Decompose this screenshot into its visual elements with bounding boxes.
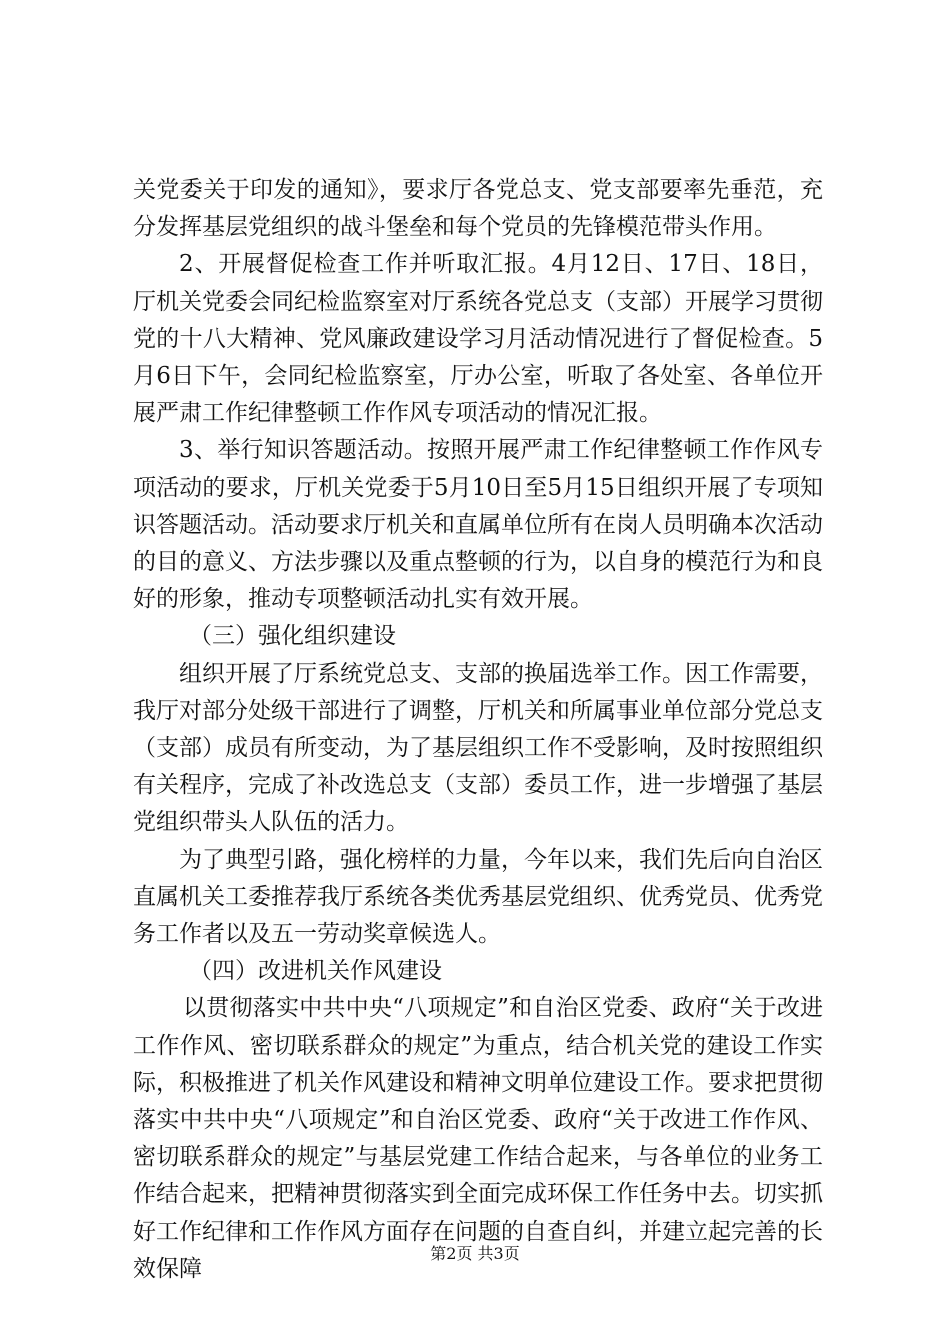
document-body bbox=[133, 172, 823, 1288]
section-heading-work-style: （四）改进机关作风建设 bbox=[189, 958, 442, 985]
page-number-footer: 第2页 共3页 bbox=[430, 1244, 520, 1263]
paragraph-continuation: 关党委关于印发的通知》，要求厅各党总支、党支部要率先垂范，充分发挥基层党组织的战斗堡垒和每个党员的先锋模范带头作用。 bbox=[133, 177, 823, 241]
paragraph-eight-rules: 以贯彻落实中共中央“八项规定”和自治区党委、政府“关于改进工作作风、密切联系群众的规定”为重点，结合机关党的建设工作实际，积极推进了机关作风建设和精神文明单位建设工作。要求把贯彻落实中共中央“八项规定”和自治区党委、政府“关于改进工作作风、密切联系群众的规定”与基层党建工作结合起来，与各单位的业务工作结合起来，把精神贯彻落实到全面完成环保工作任务中去。切实抓好工作纪律和工作作风方面存在问题的自查自纠，并建立起完善的长效保障 bbox=[133, 995, 823, 1282]
paragraph-inspection-report: 2、开展督促检查工作并听取汇报。4月12日、17日、18日，厅机关党委会同纪检监察室对厅系统各党总支（支部）开展学习贯彻党的十八大精神、党风廉政建设学习月活动情况进行了督促检查。5月6日下午，会同纪检监察室，厅办公室，听取了各处室、各单位开展严肃工作纪律整顿工作作风专项活动的情况汇报。 bbox=[133, 251, 823, 427]
section-heading-organization: （三）强化组织建设 bbox=[189, 623, 396, 650]
paragraph-election-work: 组织开展了厅系统党总支、支部的换届选举工作。因工作需要，我厅对部分处级干部进行了调整，厅机关和所属事业单位部分党总支（支部）成员有所变动，为了基层组织工作不受影响，及时按照组织有关程序，完成了补改选总支（支部）委员工作，进一步增强了基层党组织带头人队伍的活力。 bbox=[133, 660, 823, 836]
paragraph-knowledge-quiz: 3、举行知识答题活动。按照开展严肃工作纪律整顿工作作风专项活动的要求，厅机关党委于5月10日至5月15日组织开展了专项知识答题活动。活动要求厅机关和直属单位所有在岗人员明确本次活动的目的意义、方法步骤以及重点整顿的行为，以自身的模范行为和良好的形象，推动专项整顿活动扎实有效开展。 bbox=[133, 437, 823, 613]
paragraph-role-models: 为了典型引路，强化榜样的力量，今年以来，我们先后向自治区直属机关工委推荐我厅系统各类优秀基层党组织、优秀党员、优秀党务工作者以及五一劳动奖章候选人。 bbox=[133, 846, 823, 948]
